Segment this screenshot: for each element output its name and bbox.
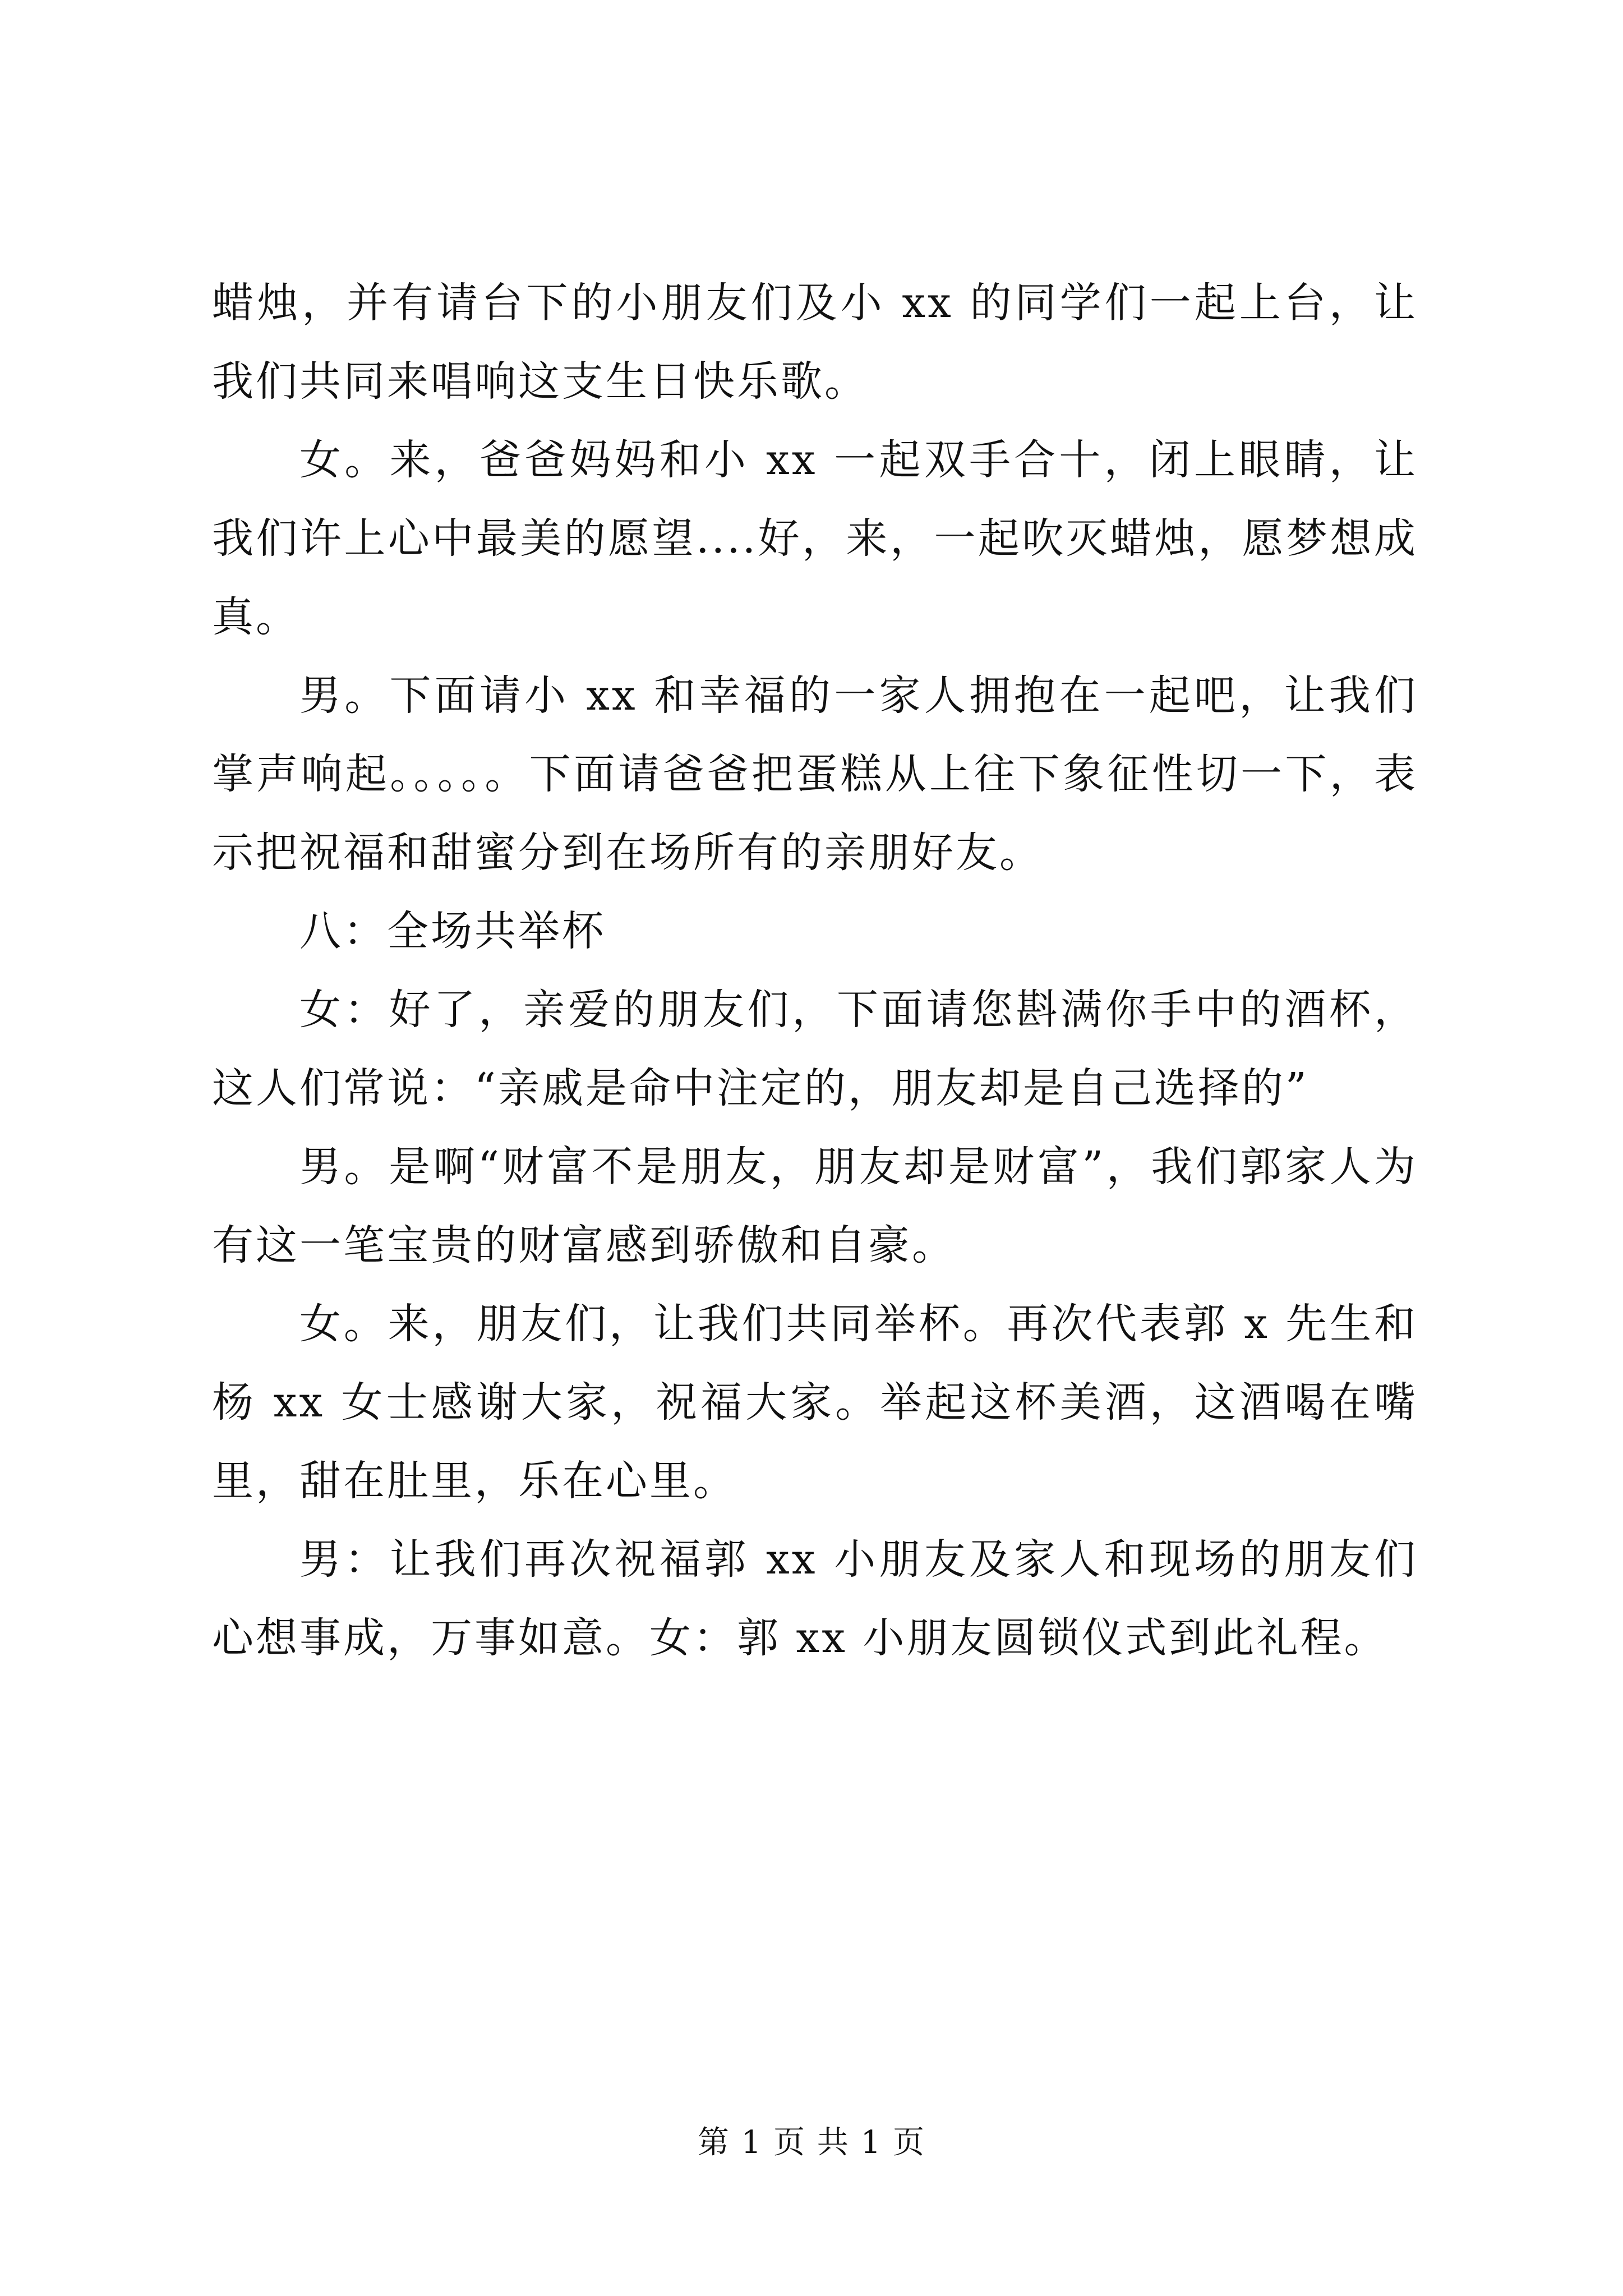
paragraph-5: 女：好了，亲爱的朋友们，下面请您斟满你手中的酒杯，这人们常说：“亲戚是命中注定的，朋友却是自己选择的” xyxy=(212,986,1418,1112)
paragraph-2: 女。来，爸爸妈妈和小 xx 一起双手合十，闭上眼睛，让我们许上心中最美的愿望....好，来，一起吹灭蜡烛，愿梦想成真。 xyxy=(212,436,1418,641)
paragraph-7: 女。来，朋友们，让我们共同举杯。再次代表郭 x 先生和杨 xx 女士感谢大家，祝福大家。举起这杯美酒，这酒喝在嘴里，甜在肚里，乐在心里。 xyxy=(212,1300,1418,1505)
document-body xyxy=(212,264,1418,1677)
section-heading: 八：全场共举杯 xyxy=(299,907,606,955)
paragraph-3: 男。下面请小 xx 和幸福的一家人拥抱在一起吧，让我们掌声响起。。。。。下面请爸爸把蛋糕从上往下象征性切一下，表示把祝福和甜蜜分到在场所有的亲朋好友。 xyxy=(212,671,1418,877)
paragraph-6: 男。是啊“财富不是朋友，朋友却是财富”，我们郭家人为有这一笔宝贵的财富感到骄傲和自豪。 xyxy=(212,1143,1418,1269)
paragraph-1: 蜡烛，并有请台下的小朋友们及小 xx 的同学们一起上台，让我们共同来唱响这支生日快乐歌。 xyxy=(212,279,1418,406)
page-number-footer: 第 1 页 共 1 页 xyxy=(697,2124,926,2161)
paragraph-8: 男：让我们再次祝福郭 xx 小朋友及家人和现场的朋友们心想事成，万事如意。女：郭 xx 小朋友圆锁仪式到此礼程。 xyxy=(212,1535,1418,1662)
